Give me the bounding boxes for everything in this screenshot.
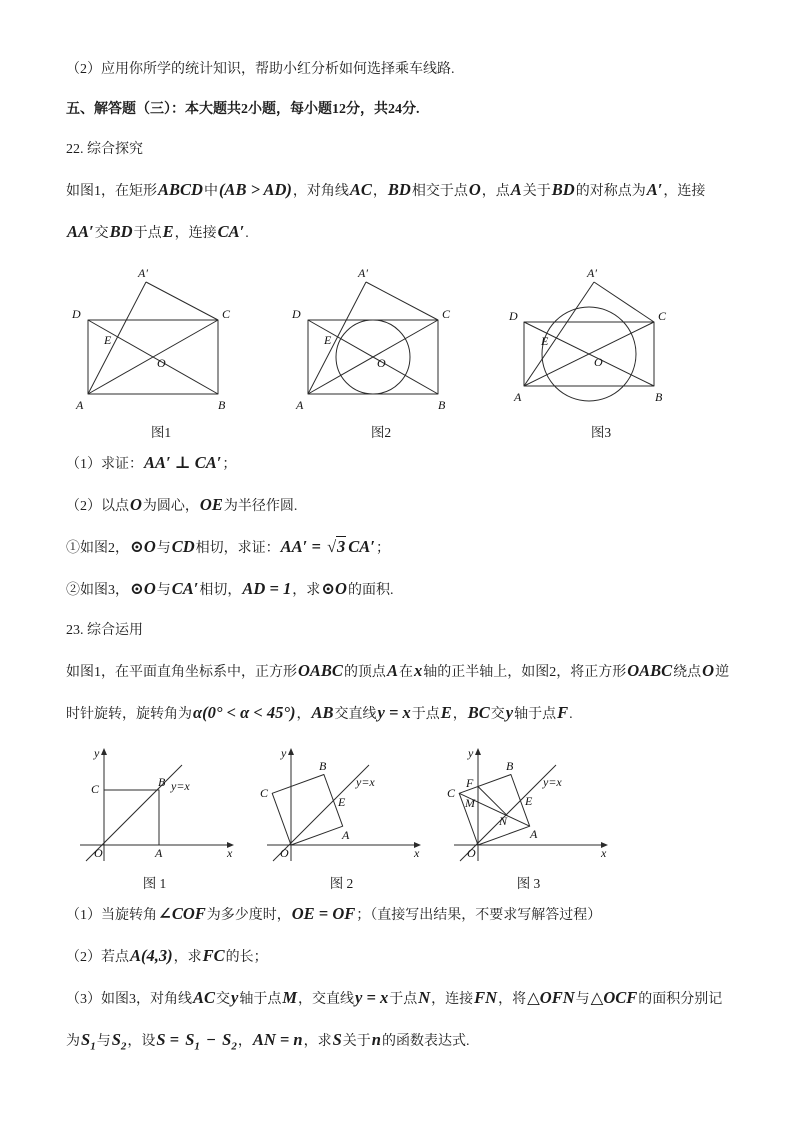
axis-label-y: y (468, 746, 474, 760)
point-label-c: C (222, 307, 231, 321)
point-label-o: O (157, 356, 166, 370)
section-five-heading: 五、解答题（三）：本大题共2小题，每小题12分，共24分. (66, 102, 420, 117)
point-label-c: C (91, 782, 100, 796)
point-label-d: D (292, 307, 301, 321)
square-oabc-rotated (272, 775, 343, 846)
point-label-a: A (296, 398, 304, 412)
q23-figure-1 (72, 745, 237, 892)
point-label-a: A (76, 398, 84, 412)
segment-ca-prime (594, 282, 654, 322)
point-label-o: O (467, 846, 476, 860)
point-label-a-prime: A′ (587, 266, 597, 280)
q23-figure-2-caption: 图 2 (329, 876, 354, 891)
line-label-y-equals-x: y=x (171, 779, 190, 793)
q23-intro: 如图1，在平面直角坐标系中，正方形OABC的顶点A在x轴的正半轴上，如图2，将正方形OABC绕点O逆时针旋转，旋转角为α(0° < α < 45°)，AB交直线y = x于点E，BC交y轴于点F. (66, 661, 730, 722)
point-label-e: E (525, 794, 533, 808)
q22-figure-2-drawing (286, 264, 476, 416)
point-label-b: B (319, 759, 327, 773)
q22-figure-3 (506, 264, 696, 441)
q22-figure-2 (286, 264, 476, 441)
point-label-n: N (499, 814, 508, 828)
q23-figure-1-caption: 图 1 (142, 876, 167, 891)
y-axis-arrow (288, 748, 294, 755)
y-axis-arrow (101, 748, 107, 755)
q23-figure-1-drawing (72, 745, 237, 867)
point-label-a: A (530, 827, 538, 841)
q22-figure-2-caption: 图2 (370, 425, 392, 440)
q23-figures (72, 745, 732, 892)
statistics-question-line: （2）应用你所学的统计知识，帮助小红分析如何选择乘车线路. (66, 62, 455, 77)
q23-figure-2-drawing (259, 745, 424, 867)
q23-figure-3-drawing (446, 745, 611, 867)
point-label-d: D (509, 309, 518, 323)
q23-part2: （2）若点A(4,3)，求FC的长； (66, 946, 268, 965)
segment-ca-prime (146, 282, 218, 320)
q22-part2a: ①如图2，⊙O与CD相切，求证：AA′ = √3 CA′； (66, 537, 390, 556)
q23-figure-3 (446, 745, 611, 892)
y-axis-arrow (475, 748, 481, 755)
line-label-y-equals-x: y=x (543, 775, 562, 789)
axis-label-x: x (414, 846, 420, 860)
point-label-o: O (94, 846, 103, 860)
q22-figure-3-drawing (506, 264, 696, 416)
axis-label-x: x (601, 846, 607, 860)
axis-label-y: y (94, 746, 100, 760)
point-label-e: E (541, 334, 549, 348)
q22-part2: （2）以点O为圆心，OE为半径作圆. (66, 495, 298, 514)
q23-part1: （1）当旋转角∠COF为多少度时，OE = OF；（直接写出结果，不要求写解答过程） (66, 904, 602, 923)
point-label-e: E (104, 333, 112, 347)
point-label-a: A (155, 846, 163, 860)
point-label-e: E (338, 795, 346, 809)
point-label-a-prime: A′ (358, 266, 368, 280)
q22-title: 22. 综合探究 (66, 142, 143, 157)
segment-fn (478, 787, 507, 816)
point-label-c: C (442, 307, 451, 321)
point-label-a: A (514, 390, 522, 404)
point-label-c: C (447, 786, 456, 800)
q22-intro: 如图1，在矩形ABCD中(AB > AD)，对角线AC，BD相交于点O，点A关于BD的对称点为A′，连接AA′交BD于点E，连接CA′. (66, 180, 706, 241)
point-label-c: C (260, 786, 269, 800)
point-label-a: A (342, 828, 350, 842)
q22-figure-1-drawing (66, 264, 256, 416)
square-oabc (104, 790, 159, 845)
q22-figure-1 (66, 264, 256, 441)
point-label-b: B (158, 775, 166, 789)
point-label-a-prime: A′ (138, 266, 148, 280)
q22-figure-1-caption: 图1 (150, 425, 172, 440)
point-label-c: C (658, 309, 667, 323)
segment-ca-prime (366, 282, 438, 320)
q22-part2b: ②如图3，⊙O与CA′相切，AD = 1，求⊙O的面积. (66, 579, 394, 598)
point-label-o: O (594, 355, 603, 369)
point-label-d: D (72, 307, 81, 321)
point-label-b: B (506, 759, 514, 773)
q22-figure-3-caption: 图3 (590, 425, 612, 440)
point-label-e: E (324, 333, 332, 347)
q23-title: 23. 综合运用 (66, 623, 143, 638)
q22-part1: （1）求证：AA′ ⊥ CA′； (66, 453, 237, 472)
point-label-b: B (218, 398, 226, 412)
point-label-b: B (655, 390, 663, 404)
point-label-m: M (465, 796, 475, 810)
point-label-o: O (377, 356, 386, 370)
point-label-o: O (280, 846, 289, 860)
q23-figure-2 (259, 745, 424, 892)
axis-label-y: y (281, 746, 287, 760)
q22-figures (66, 264, 732, 441)
segment-aa-prime (524, 282, 594, 386)
line-label-y-equals-x: y=x (356, 775, 375, 789)
point-label-f: F (466, 776, 474, 790)
point-label-b: B (438, 398, 446, 412)
q23-figure-3-caption: 图 3 (516, 876, 541, 891)
axis-label-x: x (227, 846, 233, 860)
q23-part3: （3）如图3，对角线AC交y轴于点M，交直线y = x于点N，连接FN，将△OFN与△OCF的面积分别记为$S_1$与$S_2$，设$S = S_1 - S_2$，AN = n，求S关于n的函数表达式. (66, 988, 723, 1053)
